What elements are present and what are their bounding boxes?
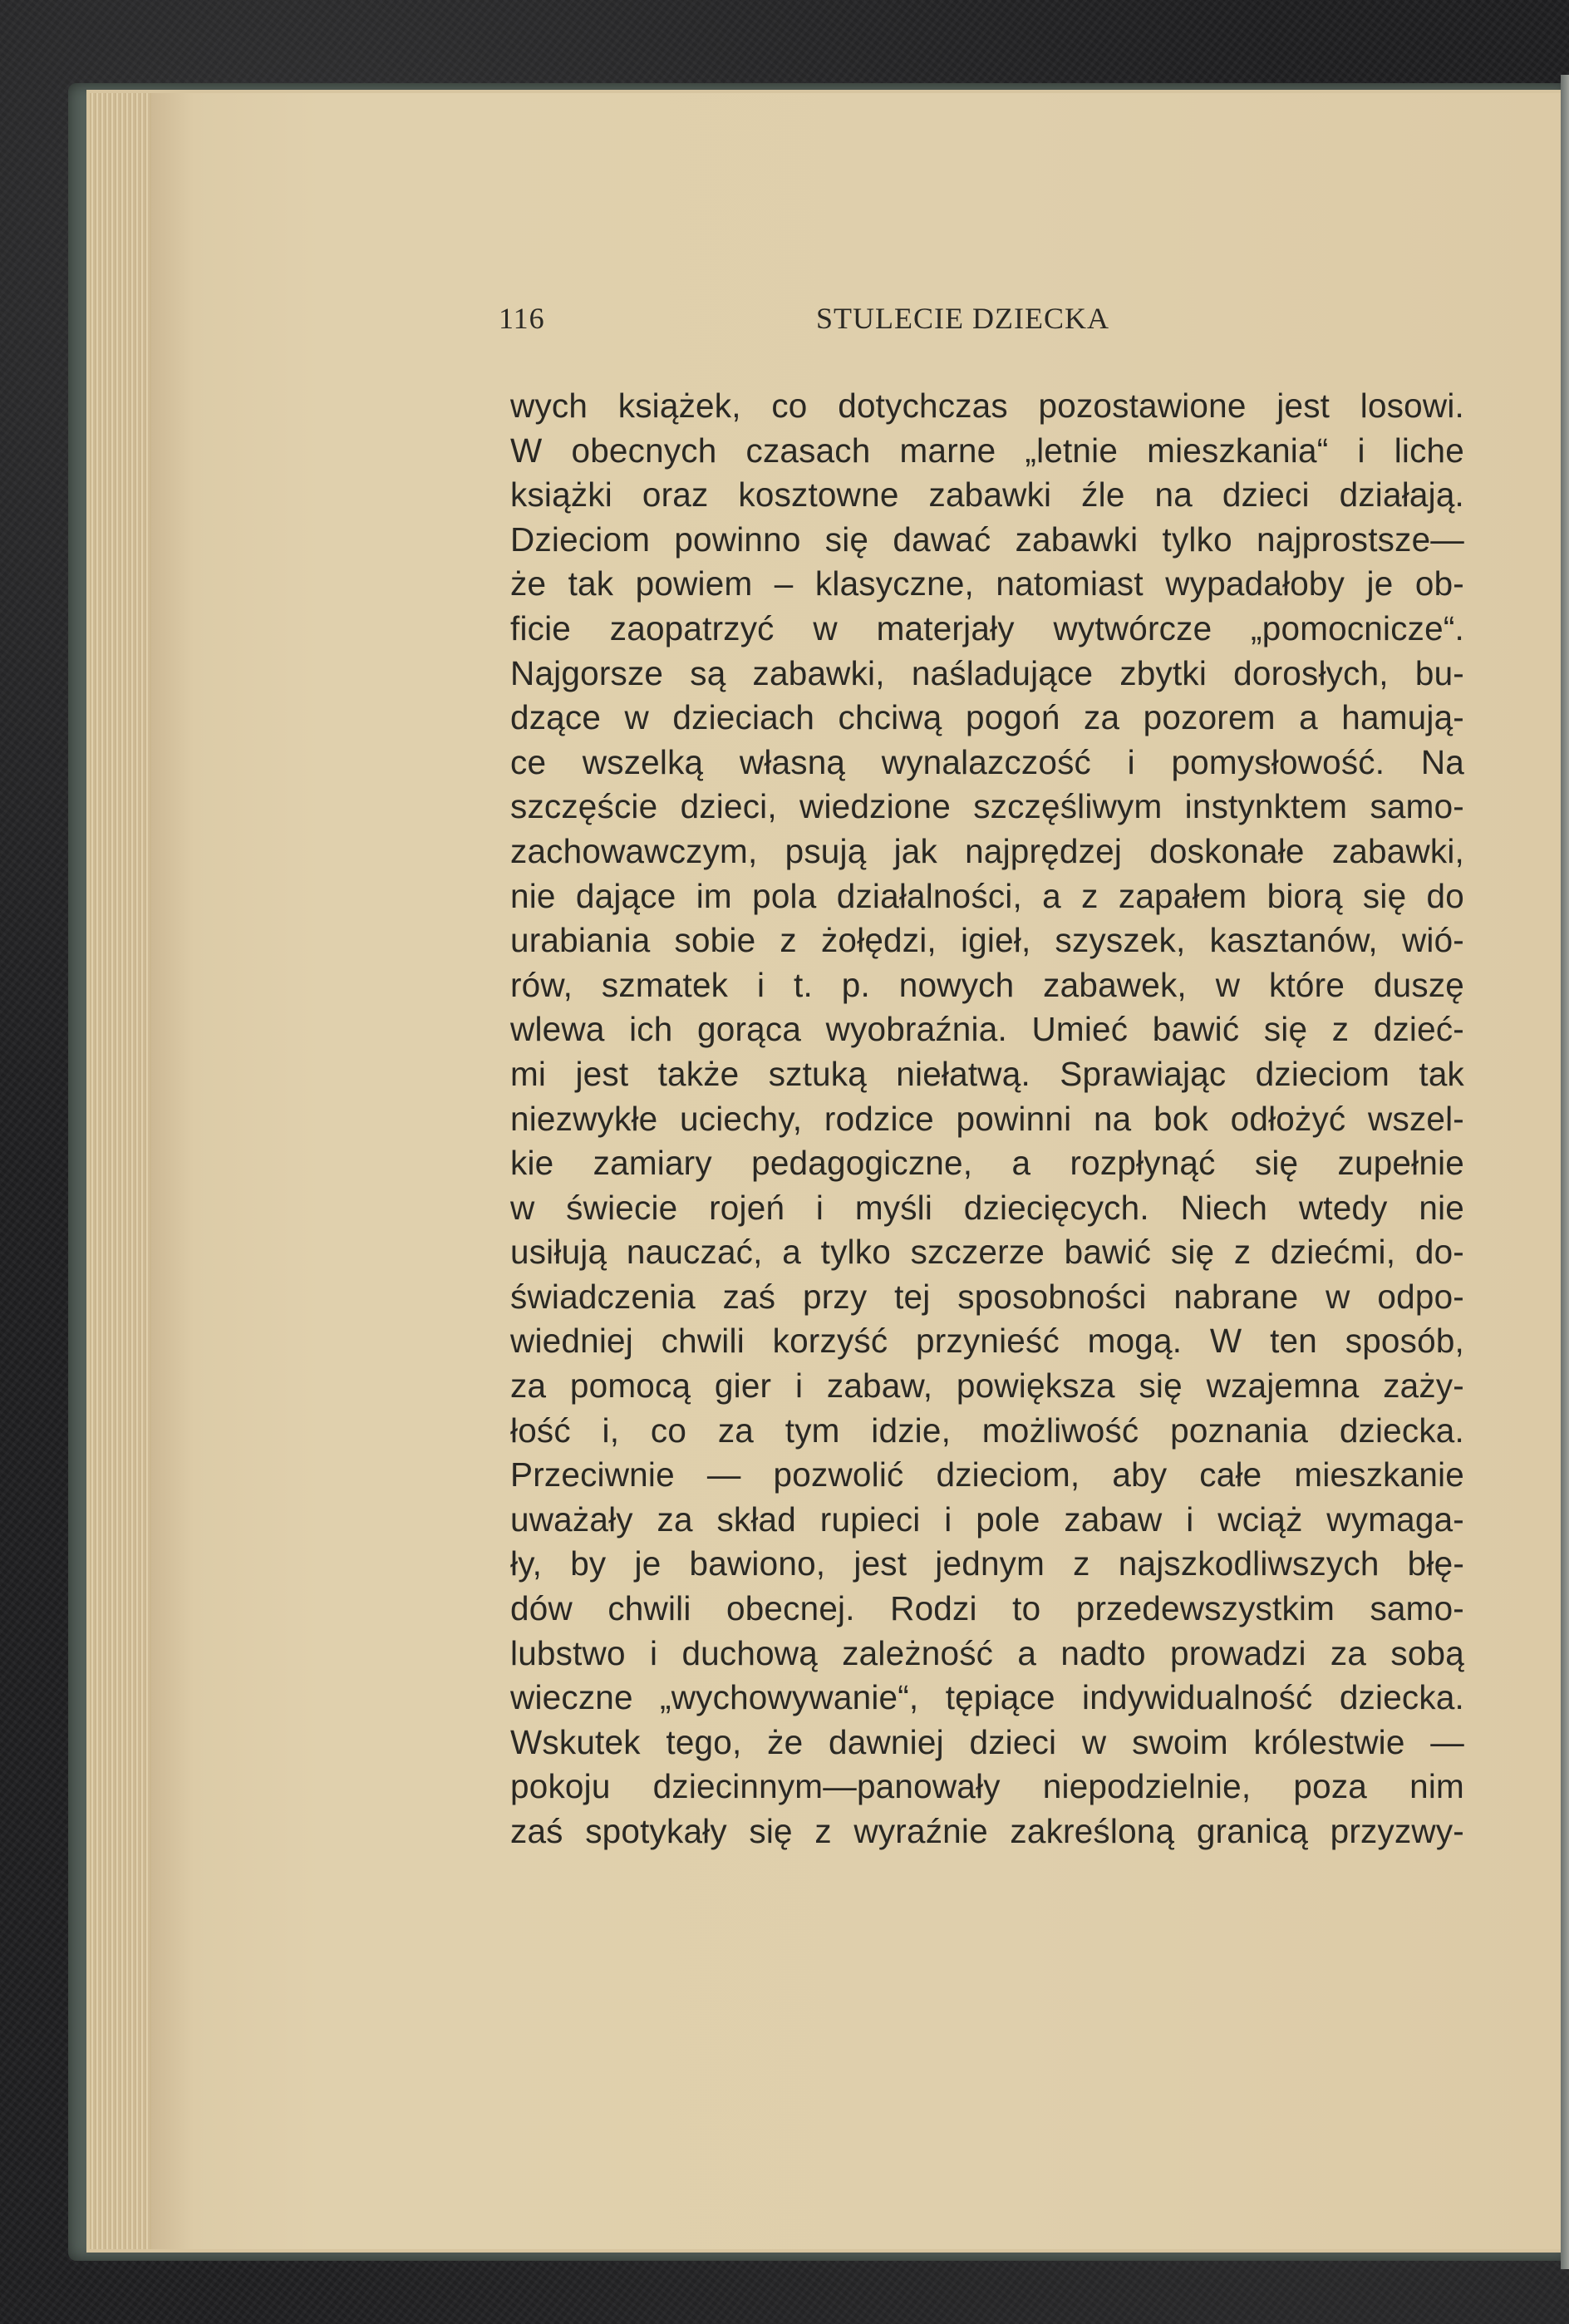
- text-line: wlewa ich gorąca wyobraźnia. Umieć bawić się z dzieć-: [510, 1010, 1464, 1049]
- text-line: ły, by je bawiono, jest jednym z najszkodliwszych błę-: [510, 1544, 1464, 1583]
- page-number: 116: [499, 302, 545, 335]
- text-line: rów, szmatek i t. p. nowych zabawek, w które duszę: [510, 965, 1464, 1004]
- page-header: [499, 301, 1464, 342]
- text-line: kie zamiary pedagogiczne, a rozpłynąć się zupełnie: [510, 1144, 1464, 1183]
- text-line: Dzieciom powinno się dawać zabawki tylko najprostsze—: [510, 519, 1464, 559]
- text-line: za pomocą gier i zabaw, powiększa się wzajemna zaży-: [510, 1366, 1464, 1406]
- text-line: wieczne „wychowywanie“, tępiące indywidualność dziecka.: [510, 1678, 1464, 1717]
- text-line: niezwykłe uciechy, rodzice powinni na bok odłożyć wszel-: [510, 1099, 1464, 1138]
- text-line: wych książek, co dotychczas pozostawione jest losowi.: [510, 387, 1464, 425]
- text-line: łość i, co za tym idzie, możliwość poznania dziecka.: [510, 1411, 1464, 1450]
- text-line: świadczenia zaś przy tej sposobności nabrane w odpo-: [510, 1277, 1464, 1316]
- text-line: usiłują nauczać, a tylko szczerze bawić się z dziećmi, do-: [510, 1233, 1464, 1272]
- text-line: dzące w dzieciach chciwą pogoń za pozorem a hamują-: [510, 698, 1464, 737]
- text-line: lubstwo i duchową zależność a nadto prowadzi za sobą: [510, 1633, 1464, 1672]
- text-line: zaś spotykały się z wyraźnie zakreśloną granicą przyzwy-: [510, 1812, 1464, 1850]
- text-line: wiedniej chwili korzyść przynieść mogą. W ten sposób,: [510, 1322, 1464, 1361]
- text-line: zachowawczym, psują jak najprędzej doskonałe zabawki,: [510, 831, 1464, 870]
- text-line: szczęście dzieci, wiedzione szczęśliwym instynktem samo-: [510, 787, 1464, 826]
- text-line: W obecnych czasach marne „letnie mieszkania“ i liche: [510, 431, 1464, 470]
- text-line: Przeciwnie — pozwolić dzieciom, aby całe mieszkanie: [510, 1455, 1464, 1494]
- running-head: STULECIE DZIECKA: [816, 302, 1109, 335]
- text-line: Najgorsze są zabawki, naśladujące zbytki dorosłych, bu-: [510, 653, 1464, 692]
- text-line: że tak powiem – klasyczne, natomiast wypadałoby je ob-: [510, 564, 1464, 603]
- book-right-edge: [1561, 75, 1569, 2269]
- text-line: ficie zaopatrzyć w materjały wytwórcze „pomocnicze“.: [510, 608, 1464, 647]
- text-line: Wskutek tego, że dawniej dzieci w swoim królestwie —: [510, 1722, 1464, 1761]
- text-line: dów chwili obecnej. Rodzi to przedewszystkim samo-: [510, 1589, 1464, 1628]
- text-line: w świecie rojeń i myśli dziecięcych. Niech wtedy nie: [510, 1188, 1464, 1227]
- text-line: ce wszelką własną wynalazczość i pomysłowość. Na: [510, 742, 1464, 781]
- text-line: urabiania sobie z żołędzi, igieł, szyszek, kasztanów, wió-: [510, 921, 1464, 960]
- page-edges: [90, 93, 156, 2249]
- text-line: pokoju dziecinnym—panowały niepodzielnie, poza nim: [510, 1767, 1464, 1806]
- text-line: uważały za skład rupieci i pole zabaw i wciąż wymaga-: [510, 1499, 1464, 1539]
- text-line: książki oraz kosztowne zabawki źle na dzieci działają.: [510, 475, 1464, 515]
- body-text: [510, 384, 1464, 1854]
- text-line: nie dające im pola działalności, a z zapałem biorą się do: [510, 876, 1464, 915]
- text-line: mi jest także sztuką niełatwą. Sprawiając dzieciom tak: [510, 1054, 1464, 1093]
